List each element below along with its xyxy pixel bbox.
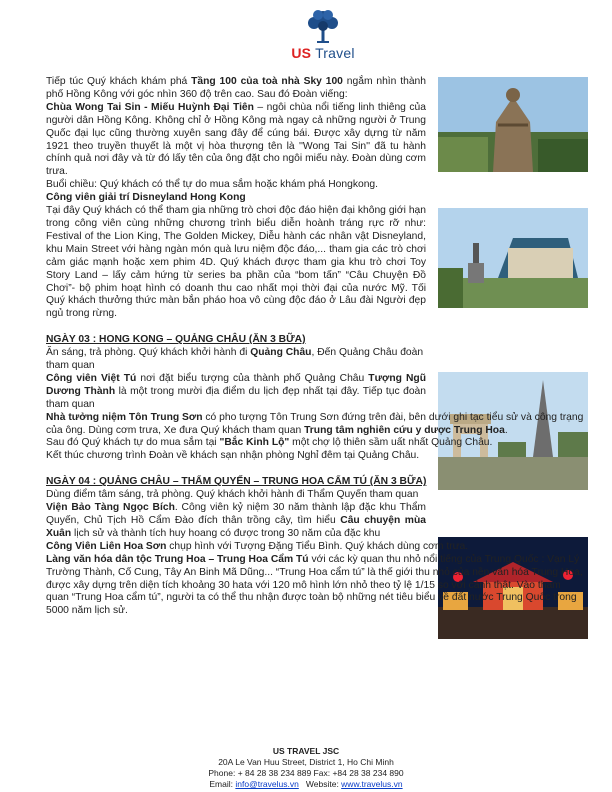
footer [0, 746, 612, 790]
day4-splendid-china: Làng văn hóa dân tộc Trung Hoa – Trung Hoa Cẩm Tú với các kỳ quan thu nhỏ nổi tiếng của Trung Quốc : Vạn Lý Trường Thành, Cố Cung, Tây An Binh Mã Dũng... “Trung Hoa cẩm tú” là thế giới thu nhỏ của nền văn hóa Trung Hoa, được xây dựng trên diện tích khoảng 30 hata với 120 mô hình lớn nhỏ theo tỷ lệ 1/15 so với cảnh thật. Vào tham quan “Trung Hoa cẩm tú”, người ta có thể thu nhận được toàn bộ những nét tiêu biểu về đất nước Trung Quốc trong 5000 năm lịch sử. [46, 553, 583, 617]
day4-heading: NGÀY 04 : QUẢNG CHÂU – THẨM QUYẾN – TRUNG HOA CẨM TÚ (ĂN 3 BỮA) [46, 476, 427, 488]
afternoon-paragraph: Buổi chiều: Quý khách có thể tự do mua sắm hoặc khám phá Hongkong. [46, 179, 379, 191]
day4-jade-museum: Viện Bảo Tàng Ngọc Bích. Công viên kỷ niệm 30 năm thành lập đặc khu Thẩm Quyến, Chủ Tịch Hồ Cẩm Đào đích thân trồng cây, tìm hiểu Câu chuyện mùa Xuân lịch sử và thành tích huy hoang có được trong 30 năm của đặc khu [46, 502, 427, 539]
email-link[interactable]: info@travelus.vn [235, 779, 299, 789]
day3-sun-yat-sen: Nhà tưởng niệm Tôn Trung Sơn có pho tượng Tôn Trung Sơn đứng trên đài, bên dưới ghi tạc tiểu sử và công trạng của ông. Dùng cơm trưa, Xe đưa Quý khách tham quan Trung tâm nghiên cứu y dược Trung Hoa. [46, 411, 584, 436]
disneyland-title: Công viên giải trí Disneyland Hong Kong [46, 192, 246, 204]
footer-address: 20A Le Van Huu Street, District 1, Ho Chi Minh [218, 757, 394, 767]
itinerary-content [46, 76, 586, 618]
footer-contact: Email: info@travelus.vn Website: www.travelus.vn [209, 779, 403, 789]
day3-viet-tu-park: Công viên Việt Tú nơi đặt biểu tượng của thành phố Quảng Châu Tượng Ngũ Dương Thành là một trong mười địa điểm du lịch đẹp nhất tại đây. Tiếp tục đoàn tham quan [46, 372, 426, 410]
day4-intro: Dùng điểm tâm sáng, trả phòng. Quý khách khởi hành đi Thẩm Quyến tham quan [46, 489, 419, 501]
footer-phone: Phone: + 84 28 38 234 889 Fax: +84 28 38 234 890 [208, 768, 404, 778]
website-link[interactable]: www.travelus.vn [341, 779, 403, 789]
tree-icon [303, 8, 343, 44]
brand-name: US Travel [291, 45, 355, 61]
footer-company: US TRAVEL JSC [272, 746, 340, 756]
disneyland-paragraph: Tại đây Quý khách có thể tham gia những trò chơi độc đáo hiện đại không giới hạn trong công viên cùng những chương trình biểu diễn hoành tráng rực rỡ như: Festival of the Lion King, The Golden Mickey, Diễu hành các nhân vật Disneyland, khu Main Street với hàng ngàn món quà lưu niệm độc đáo,... tham gia các trò chơi cảm giác mạnh hoặc xem phim 4D. Quý khách được tham gia khu trò chơi Toy Story Land – lấy cảm hứng từ series ba phần của “bom tấn” “Câu Chuyện Đồ Chơi”- bộ phim hoạt hình có doanh thu cao nhất mọi thời đại của nước Mỹ. Tối Quý khách thưởng thức màn bắn pháo hoa vô cùng độc đáo ở Lâu đài Người đẹp ngủ trong rừng. [46, 205, 426, 320]
sky100-paragraph: Tiếp túc Quý khách khám phá Tầng 100 của toà nhà Sky 100 ngắm nhìn thành phố Hồng Kông với góc nhìn 360 độ trên cao. Sau đó Đoàn viếng: [46, 76, 426, 100]
day3-heading: NGÀY 03 : HONG KONG – QUẢNG CHÂU (ĂN 3 BỮA) [46, 334, 306, 346]
company-logo [278, 8, 368, 61]
wong-tai-sin-paragraph: Chùa Wong Tai Sin - Miếu Huỳnh Đại Tiên – ngôi chùa nổi tiếng linh thiêng của người dân Hồng Kông. Không chỉ ở Hồng Kông mà ngay cả những người ở Trung Quốc đại lục cũng thường xuyên sang đây để cúng bái. Được xây dựng từ năm 1921 theo truyền thuyết là một vị hòa thượng tên là ''Wong Tai Sin'' đã tu hành chính quả nơi đây và từ đó lấy tên của ông đặt cho ngôi miếu này. Đoàn dùng cơm trưa. [46, 101, 426, 178]
day3-intro: Ăn sáng, trả phòng. Quý khách khởi hành đi Quảng Châu, Đến Quảng Châu đoàn tham quan [46, 347, 424, 372]
day3-shopping: Sau đó Quý khách tự do mua sắm tại "Bắc Kinh Lộ" một chợ lộ thiên sầm uất nhất Quảng Châu. [46, 437, 493, 449]
day3-end: Kết thúc chương trình Đoàn về khách sạn nhận phòng Nghỉ đêm tại Quảng Châu. [46, 450, 420, 462]
day4-lianhuashan: Công Viên Liên Hoa Sơn chụp hình với Tượng Đặng Tiểu Bình. Quý khách dùng cơm trưa. [46, 540, 469, 552]
